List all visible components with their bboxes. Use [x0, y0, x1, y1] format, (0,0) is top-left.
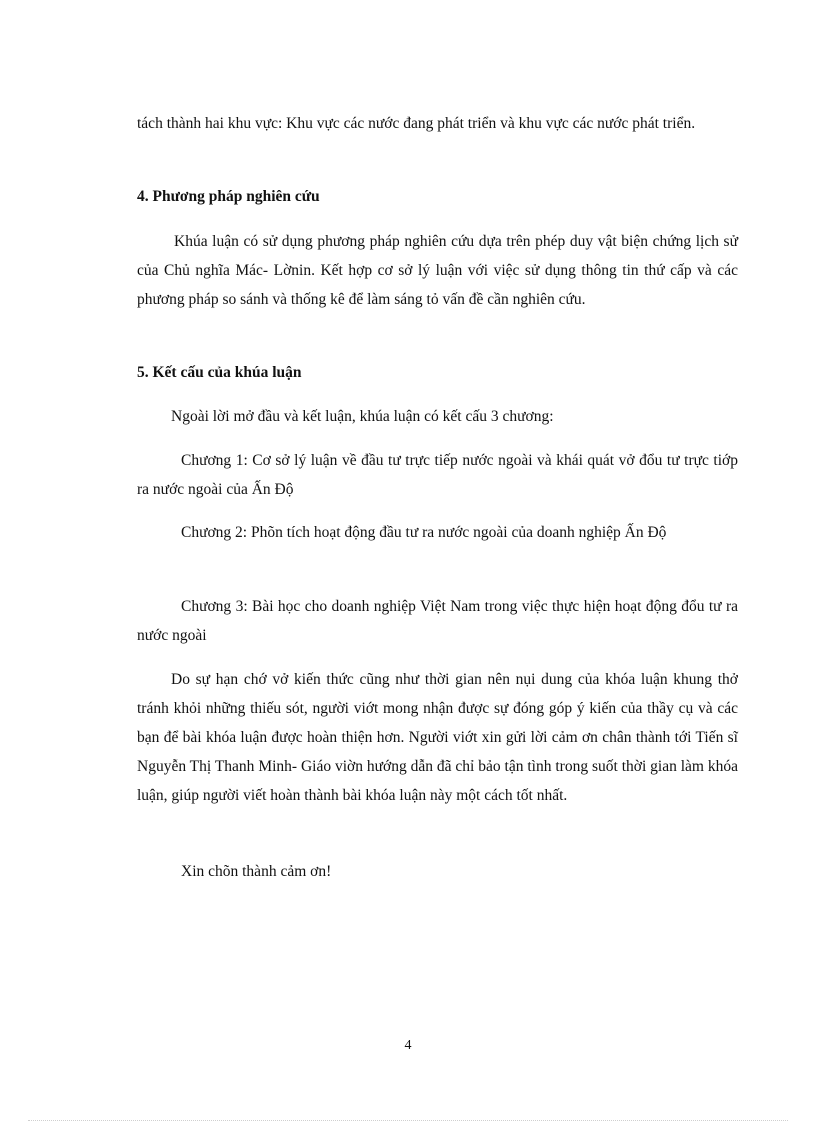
section-4-paragraph: Khúa luận có sử dụng phương pháp nghiên cứu dựa trên phép duy vật biện chứng lịch sử của Chủ nghĩa Mác- Lờnin. Kết hợp cơ sở lý luận với việc sử dụng thông tin thứ cấp và các phương pháp so sánh và thống kê để làm sáng tỏ vấn đề cần nghiên cứu.	[137, 233, 738, 308]
section-4-heading: 4. Phương pháp nghiên cứu	[137, 188, 320, 205]
intro-paragraph: tách thành hai khu vực: Khu vực các nước đang phát triển và khu vực các nước phát triển.	[137, 115, 696, 132]
page-bottom-divider	[28, 1120, 788, 1121]
chapter-2-item: Chương 2: Phõn tích hoạt động đầu tư ra nước ngoài của doanh nghiệp Ấn Độ	[181, 524, 667, 541]
closing-paragraph: Do sự hạn chớ vở kiến thức cũng như thời gian nên nụi dung của khóa luận khung thở tránh khỏi những thiếu sót, người viớt mong nhận được sự đóng góp ý kiến của thầy cụ và các bạn để bài khóa luận được hoàn thiện hơn. Người viớt xin gửi lời cảm ơn chân thành tới Tiến sĩ Nguyễn Thị Thanh Minh- Giáo viờn hướng dẫn đã chỉ bảo tận tình trong suốt thời gian làm khóa luận, giúp người viết hoàn thành bài khóa luận này một cách tốt nhất.	[137, 671, 738, 804]
page-number: 4	[404, 1038, 412, 1053]
chapter-1-item: Chương 1: Cơ sở lý luận về đầu tư trực tiếp nước ngoài và khái quát vở đổu tư trực tiớp ra nước ngoài của Ấn Độ	[137, 452, 738, 498]
thanks-line: Xin chõn thành cảm ơn!	[181, 863, 332, 880]
chapter-3-item: Chương 3: Bài học cho doanh nghiệp Việt Nam trong việc thực hiện hoạt động đổu tư ra nước ngoài	[137, 598, 738, 644]
section-5-intro: Ngoài lời mở đầu và kết luận, khúa luận có kết cấu 3 chương:	[171, 408, 554, 425]
section-5-heading: 5. Kết cấu của khúa luận	[137, 364, 302, 381]
